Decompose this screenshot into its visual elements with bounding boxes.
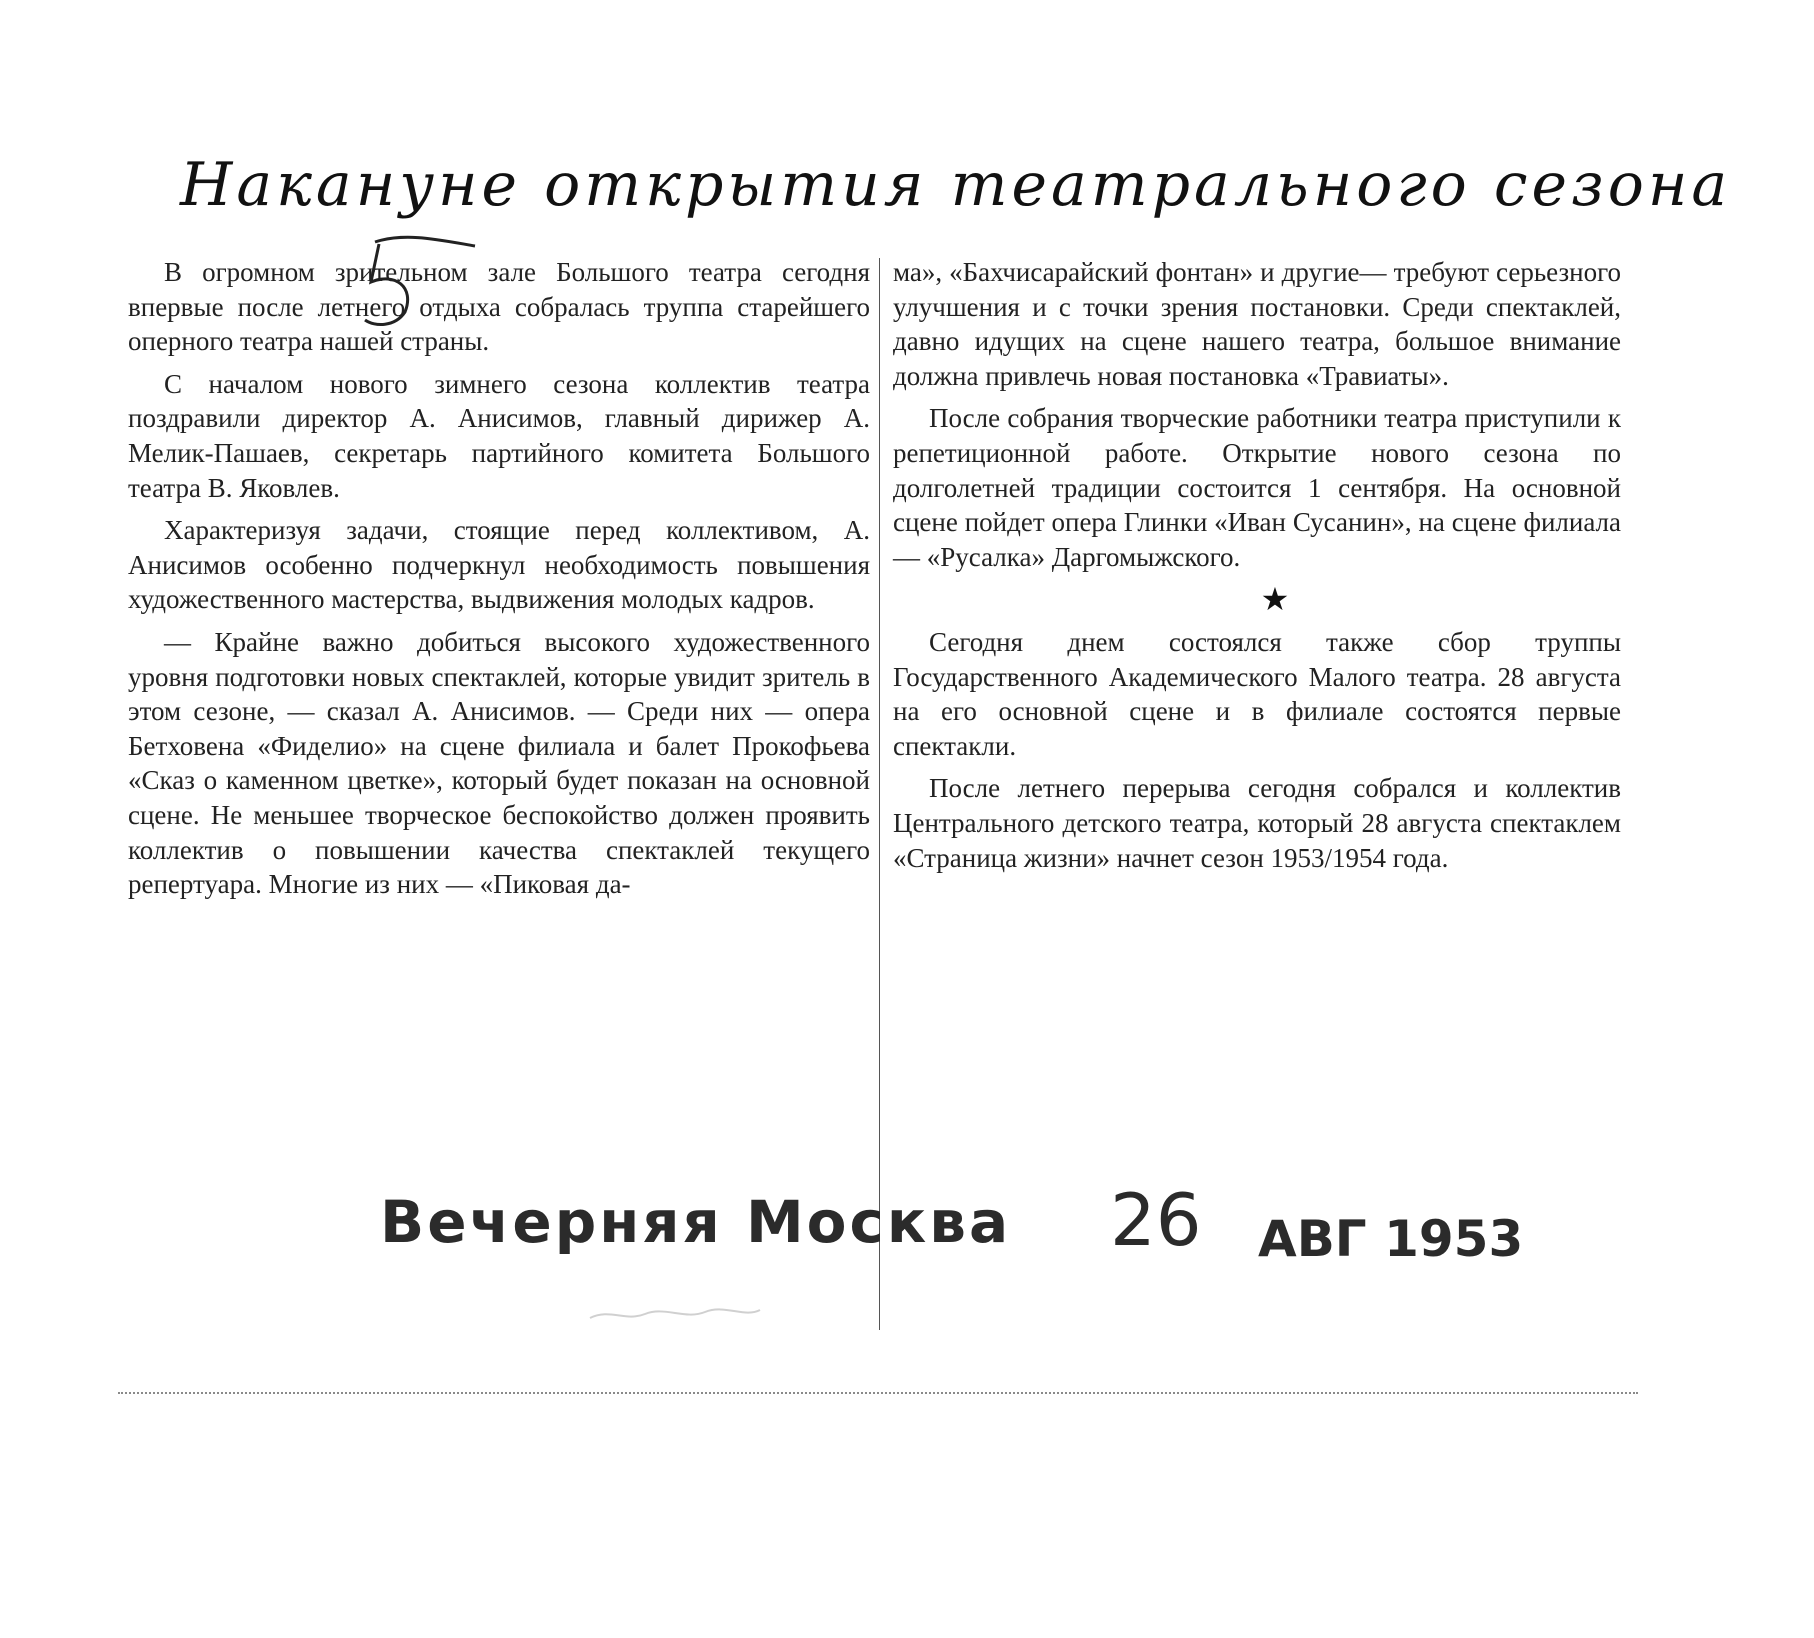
article-title: Накануне открытия театрального сезона [180,150,1732,220]
paragraph: Характеризуя задачи, стоящие перед коллективом, А. Анисимов особенно подчеркнул необходимость повышения художественного мастерства, выдвижения молодых кадров. [128,515,870,615]
paragraph: После летнего перерыва сегодня собрался и коллектив Центрального детского театра, который 28 августа спектаклем «Страница жизни» начнет сезон 1953/1954 года. [893,773,1621,873]
left-column [128,255,870,910]
date-stamp-day: 26 [1110,1178,1202,1262]
faint-pencil-mark [585,1300,765,1328]
newspaper-stamp: Вечерняя Москва [380,1188,1012,1256]
right-column [893,255,1621,883]
paragraph: — Крайне важно добиться высокого художественного уровня подготовки новых спектаклей, которые увидит зритель в этом сезоне, — сказал А. Анисимов. — Среди них — опера Бетховена «Фиделио» на сцене филиала и балет Прокофьева «Сказ о каменном цветке», который будет показан на основной сцене. Не меньшее творческое беспокойство должен проявить коллектив о повышении качества спектаклей текущего репертуара. Многие из них — «Пиковая да- [128,626,870,900]
paragraph: ма», «Бахчисарайский фонтан» и другие— требуют серьезного улучшения и с точки зрения постановки. Среди спектаклей, давно идущих на сцене нашего театра, большое внимание должна привлечь новая постановка «Травиаты». [893,257,1621,391]
date-stamp-month-year: АВГ 1953 [1258,1210,1524,1268]
dotted-cut-line [118,1392,1638,1394]
paragraph: С началом нового зимнего сезона коллектив театра поздравили директор А. Анисимов, главный дирижер А. Мелик-Пашаев, секретарь партийного комитета Большого театра В. Яковлев. [128,368,870,503]
paragraph: В огромном зрительном зале Большого театра сегодня впервые после летнего отдыха собралась труппа старейшего оперного театра нашей страны. [128,257,870,357]
paragraph: Сегодня днем состоялся также сбор труппы Государственного Академического Малого театра. 28 августа на его основной сцене и в филиале состоятся первые спектакли. [893,626,1621,761]
column-divider [879,258,880,1330]
paragraph: После собрания творческие работники театра приступили к репетиционной работе. Открытие нового сезона по долголетней традиции состоится 1 сентября. На основной сцене пойдет опера Глинки «Иван Сусанин», на сцене филиала — «Русалка» Даргомыжского. [893,403,1621,572]
star-separator: ★ [1260,580,1290,619]
